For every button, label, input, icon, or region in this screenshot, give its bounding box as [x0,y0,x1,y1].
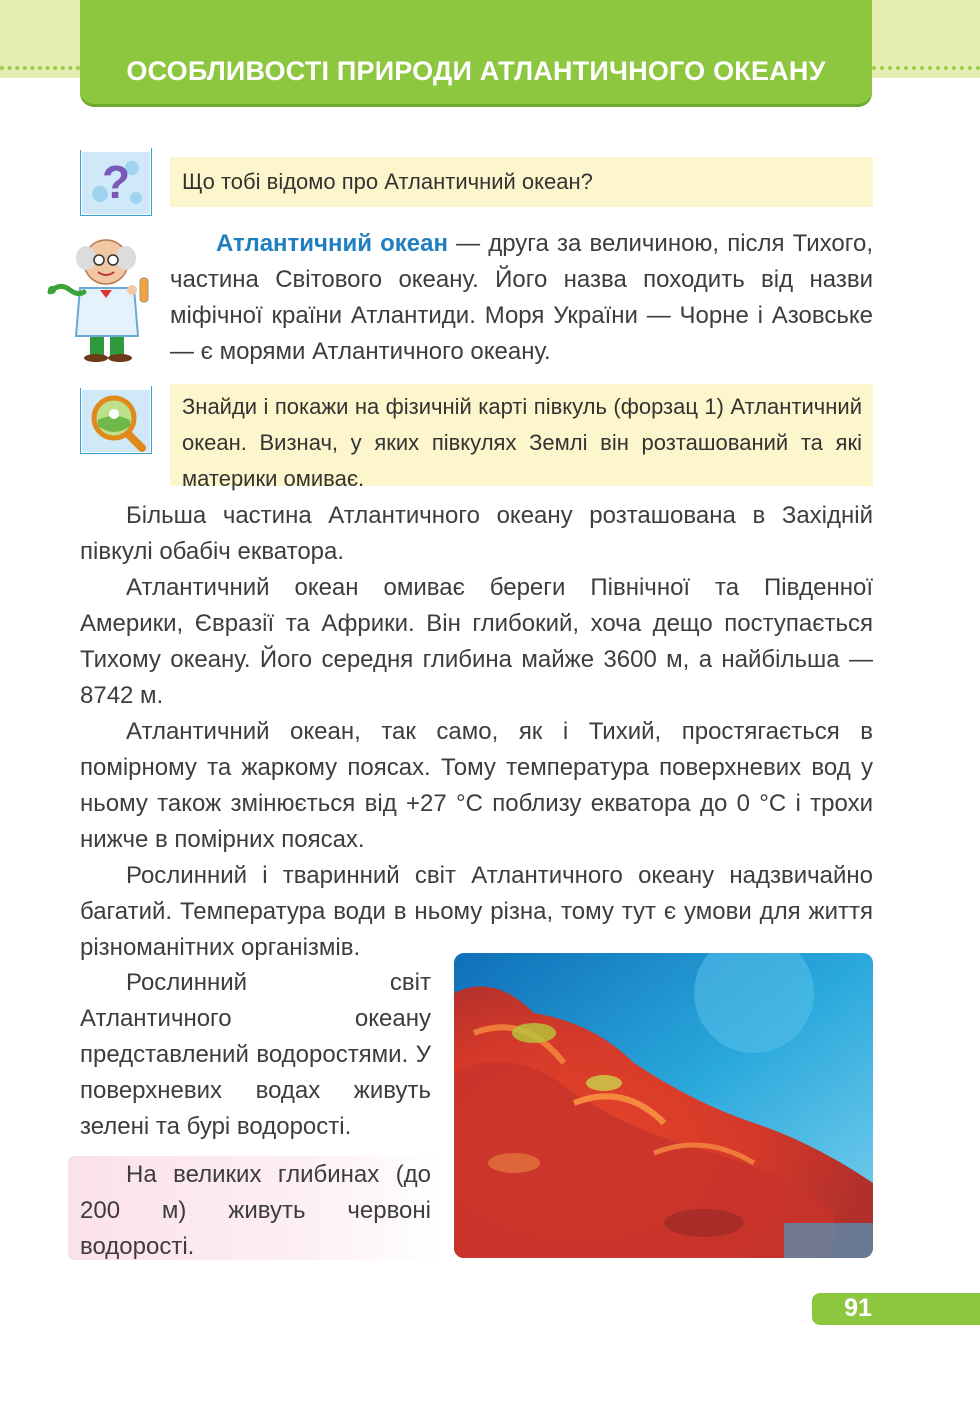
paragraph: Атлантичний океан, так само, як і Тихий, простягається в помірному та жаркому поясах. Тому температура поверхневих вод у ньому також змінюється від +27 °C поблизу екватора до 0 °C і трохи нижче в помірних поясах. [80,718,873,853]
header-dots-left [0,66,80,70]
header-dots-right [872,66,980,70]
question-text: Що тобі відомо про Атлантичний океан? [182,169,593,194]
paragraph: Більша частина Атлантичного океану розташована в Західній півкулі обабіч екватора. [80,502,873,565]
paragraph: Атлантичний океан омиває береги Північної та Південної Америки, Євразії та Африки. Він глибокий, хоча дещо поступається Тихому океану. Його середня глибина майже 3600 м, а найбільша — 8742 м. [80,574,873,709]
page-title: ОСОБЛИВОСТІ ПРИРОДИ АТЛАНТИЧНОГО ОКЕАНУ [126,56,826,86]
intro-paragraph [170,226,873,370]
seaweed-photo [454,953,873,1258]
svg-text:?: ? [101,156,131,208]
magnifier-icon [80,386,152,454]
scientist-icon [44,232,156,362]
task-text: Знайди і покажи на фізичній карті півкуль (форзац 1) Атлантичний океан. Визнач, у яких півкулях Землі він розташований та які материки омиває. [182,394,862,491]
main-text [80,498,873,966]
paragraph: Рослинний світ Атлантичного океану представлений водоростями. У поверхневих водах живуть зелені та бурі водорості. [80,969,431,1140]
page-number: 91 [844,1294,872,1322]
flora-paragraph [80,965,431,1145]
paragraph: Рослинний і тваринний світ Атлантичного океану надзвичайно багатий. Температура води в ньому різна, тому тут є умови для життя різноманітних організмів. [80,862,873,961]
highlight-paragraph [80,1157,431,1265]
question-icon [80,148,152,216]
highlight-text: На великих глибинах (до 200 м) живуть червоні водорості. [80,1161,431,1260]
term-atlantic-ocean: Атлантичний океан [216,230,448,257]
header-banner [80,0,872,104]
intro-text: — друга за величиною, після Тихого, частина Світового океану. Його назва походить від назви міфічної країни Атлантиди. Моря України — Чорне і Азовське — є морями Атлантичного океану. [170,230,873,365]
